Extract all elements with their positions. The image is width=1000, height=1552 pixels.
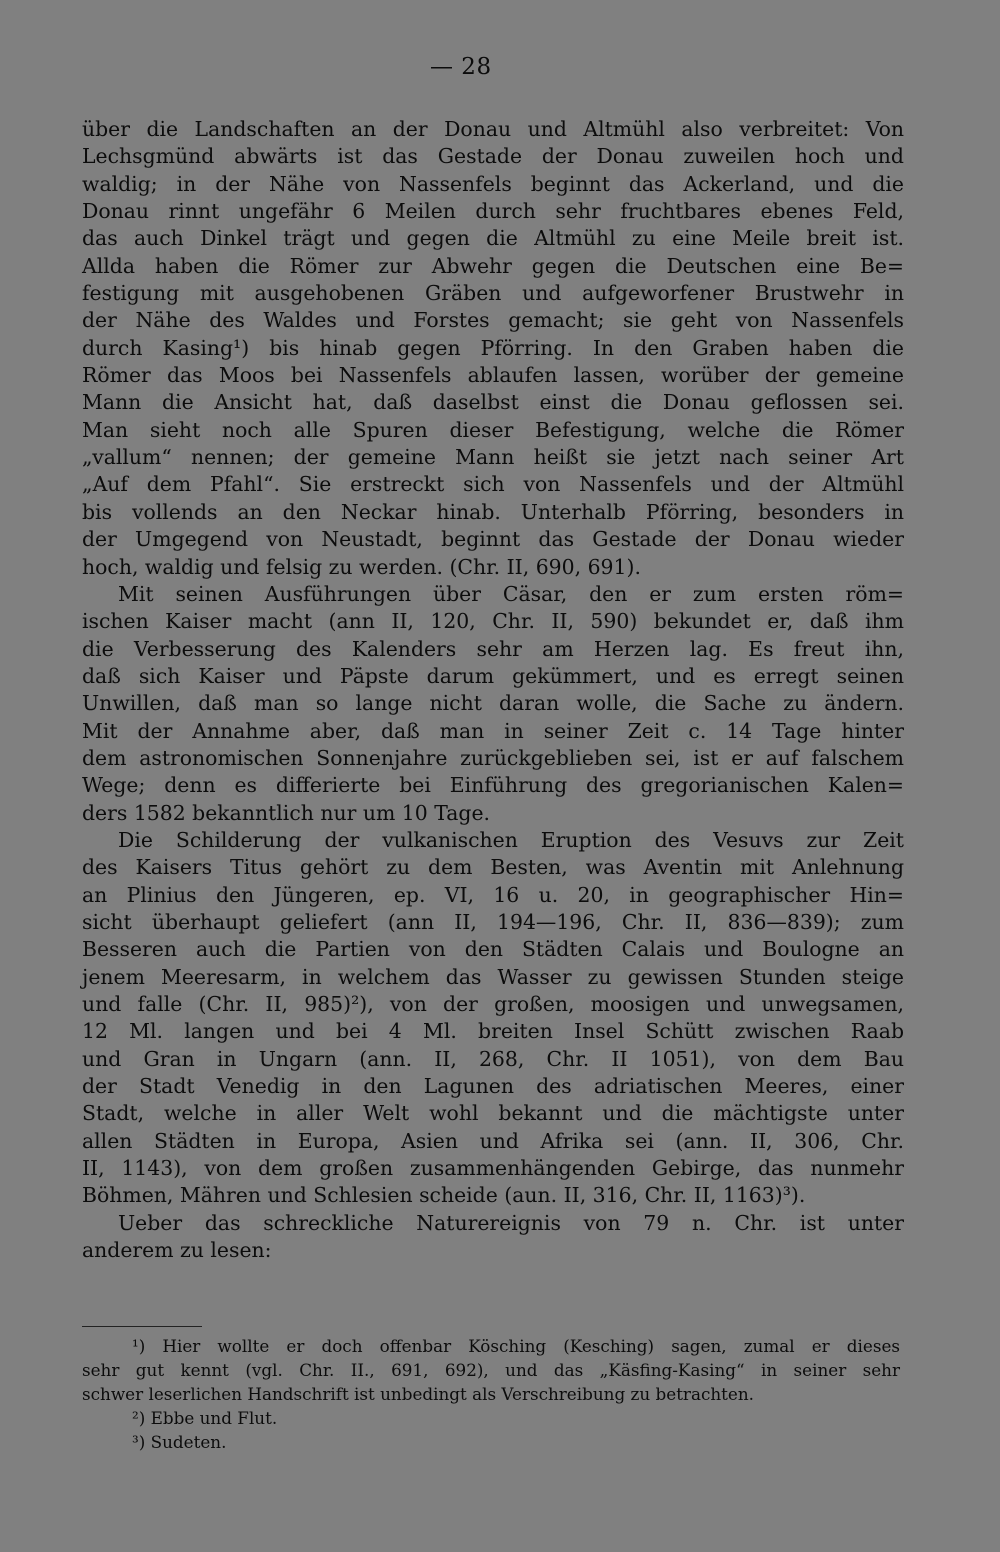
text-line: jenem Meeresarm, in welchem das Wasser zu gewissen Stunden steige — [82, 964, 904, 989]
text-line: bis vollends an den Neckar hinab. Unterhalb Pförring, besonders in — [82, 499, 904, 524]
text-line: durch Kasing¹) bis hinab gegen Pförring. In den Graben haben die — [82, 335, 904, 360]
text-line: Man sieht noch alle Spuren dieser Befestigung, welche die Römer — [82, 417, 904, 442]
text-line: ders 1582 bekanntlich nur um 10 Tage. — [82, 800, 491, 825]
text-line: Donau rinnt ungefähr 6 Meilen durch sehr fruchtbares ebenes Feld, — [82, 199, 904, 224]
text-line: waldig; in der Nähe von Nassenfels beginnt das Ackerland, und die — [82, 171, 904, 196]
text-line: anderem zu lesen: — [82, 1238, 272, 1263]
text-line: 12 Ml. langen und bei 4 Ml. breiten Insel Schütt zwischen Raab — [82, 1019, 904, 1044]
footnote-line: ¹) Hier wollte er doch offenbar Kösching (Kesching) sagen, zumal er dieses — [132, 1336, 900, 1356]
footnote-line: ²) Ebbe und Flut. — [132, 1408, 278, 1428]
text-line: des Kaisers Titus gehört zu dem Besten, was Aventin mit Anlehnung — [82, 855, 904, 880]
text-line: „Auf dem Pfahl“. Sie erstreckt sich von Nassenfels und der Altmühl — [82, 472, 904, 497]
text-line: Wege; denn es differierte bei Einführung des gregorianischen Kalen= — [82, 773, 904, 798]
footnote-divider — [82, 1326, 202, 1327]
text-line: dem astronomischen Sonnenjahre zurückgeblieben sei, ist er auf falschem — [82, 745, 904, 770]
footnote-line: schwer leserlichen Handschrift ist unbedingt als Verschreibung zu betrachten. — [82, 1384, 754, 1404]
text-line: und falle (Chr. II, 985)²), von der großen, moosigen und unwegsamen, — [82, 992, 904, 1016]
text-line: Unwillen, daß man so lange nicht daran wolle, die Sache zu ändern. — [82, 691, 904, 716]
text-line: Ueber das schreckliche Naturereignis von 79 n. Chr. ist unter — [118, 1210, 904, 1235]
text-line: das auch Dinkel trägt und gegen die Altmühl zu eine Meile breit ist. — [82, 226, 904, 251]
footnote-line: sehr gut kennt (vgl. Chr. II., 691, 692), und das „Käsfing-Kasing“ in seiner sehr — [82, 1360, 900, 1380]
text-line: die Verbesserung des Kalenders sehr am Herzen lag. Es freut ihn, — [82, 636, 904, 661]
footnote-line: ³) Sudeten. — [132, 1432, 227, 1452]
text-line: Die Schilderung der vulkanischen Eruption des Vesuvs zur Zeit — [118, 827, 904, 852]
footnotes — [82, 1334, 900, 1454]
text-line: der Nähe des Waldes und Forstes gemacht; sie geht von Nassenfels — [82, 308, 904, 333]
text-line: Allda haben die Römer zur Abwehr gegen die Deutschen eine Be= — [82, 253, 904, 278]
text-line: Böhmen, Mähren und Schlesien scheide (aun. II, 316, Chr. II, 1163)³). — [82, 1183, 806, 1208]
text-line: hoch, waldig und felsig zu werden. (Chr. II, 690, 691). — [82, 554, 641, 579]
text-line: festigung mit ausgehobenen Gräben und aufgeworfener Brustwehr in — [82, 281, 904, 306]
text-line: daß sich Kaiser und Päpste darum gekümmert, und es erregt seinen — [82, 663, 904, 688]
page-number: — 28 — [430, 54, 492, 80]
text-line: ischen Kaiser macht (ann II, 120, Chr. II, 590) bekundet er, daß ihm — [82, 609, 904, 634]
text-line: Mit der Annahme aber, daß man in seiner Zeit c. 14 Tage hinter — [82, 718, 904, 743]
text-line: Mit seinen Ausführungen über Cäsar, den er zum ersten röm= — [118, 581, 904, 606]
text-line: sicht überhaupt geliefert (ann II, 194—196, Chr. II, 836—839); zum — [82, 909, 904, 934]
text-line: der Stadt Venedig in den Lagunen des adriatischen Meeres, einer — [82, 1074, 904, 1099]
text-line: Lechsgmünd abwärts ist das Gestade der Donau zuweilen hoch und — [82, 144, 904, 169]
text-line: Besseren auch die Partien von den Städten Calais und Boulogne an — [82, 937, 904, 962]
text-line: der Umgegend von Neustadt, beginnt das Gestade der Donau wieder — [82, 527, 904, 552]
text-line: und Gran in Ungarn (ann. II, 268, Chr. II 1051), von dem Bau — [82, 1046, 904, 1071]
text-line: allen Städten in Europa, Asien und Afrika sei (ann. II, 306, Chr. — [82, 1128, 904, 1153]
text-line: II, 1143), von dem großen zusammenhängenden Gebirge, das nunmehr — [82, 1156, 904, 1181]
text-line: Mann die Ansicht hat, daß daselbst einst die Donau geflossen sei. — [82, 390, 904, 415]
text-line: über die Landschaften an der Donau und Altmühl also verbreitet: Von — [82, 117, 904, 141]
text-line: Römer das Moos bei Nassenfels ablaufen lassen, worüber der gemeine — [82, 363, 904, 388]
body-text — [82, 116, 904, 1264]
text-line: an Plinius den Jüngeren, ep. VI, 16 u. 20, in geographischer Hin= — [82, 882, 904, 907]
text-line: „vallum“ nennen; der gemeine Mann heißt sie jetzt nach seiner Art — [82, 445, 904, 470]
text-line: Stadt, welche in aller Welt wohl bekannt und die mächtigste unter — [82, 1101, 904, 1126]
